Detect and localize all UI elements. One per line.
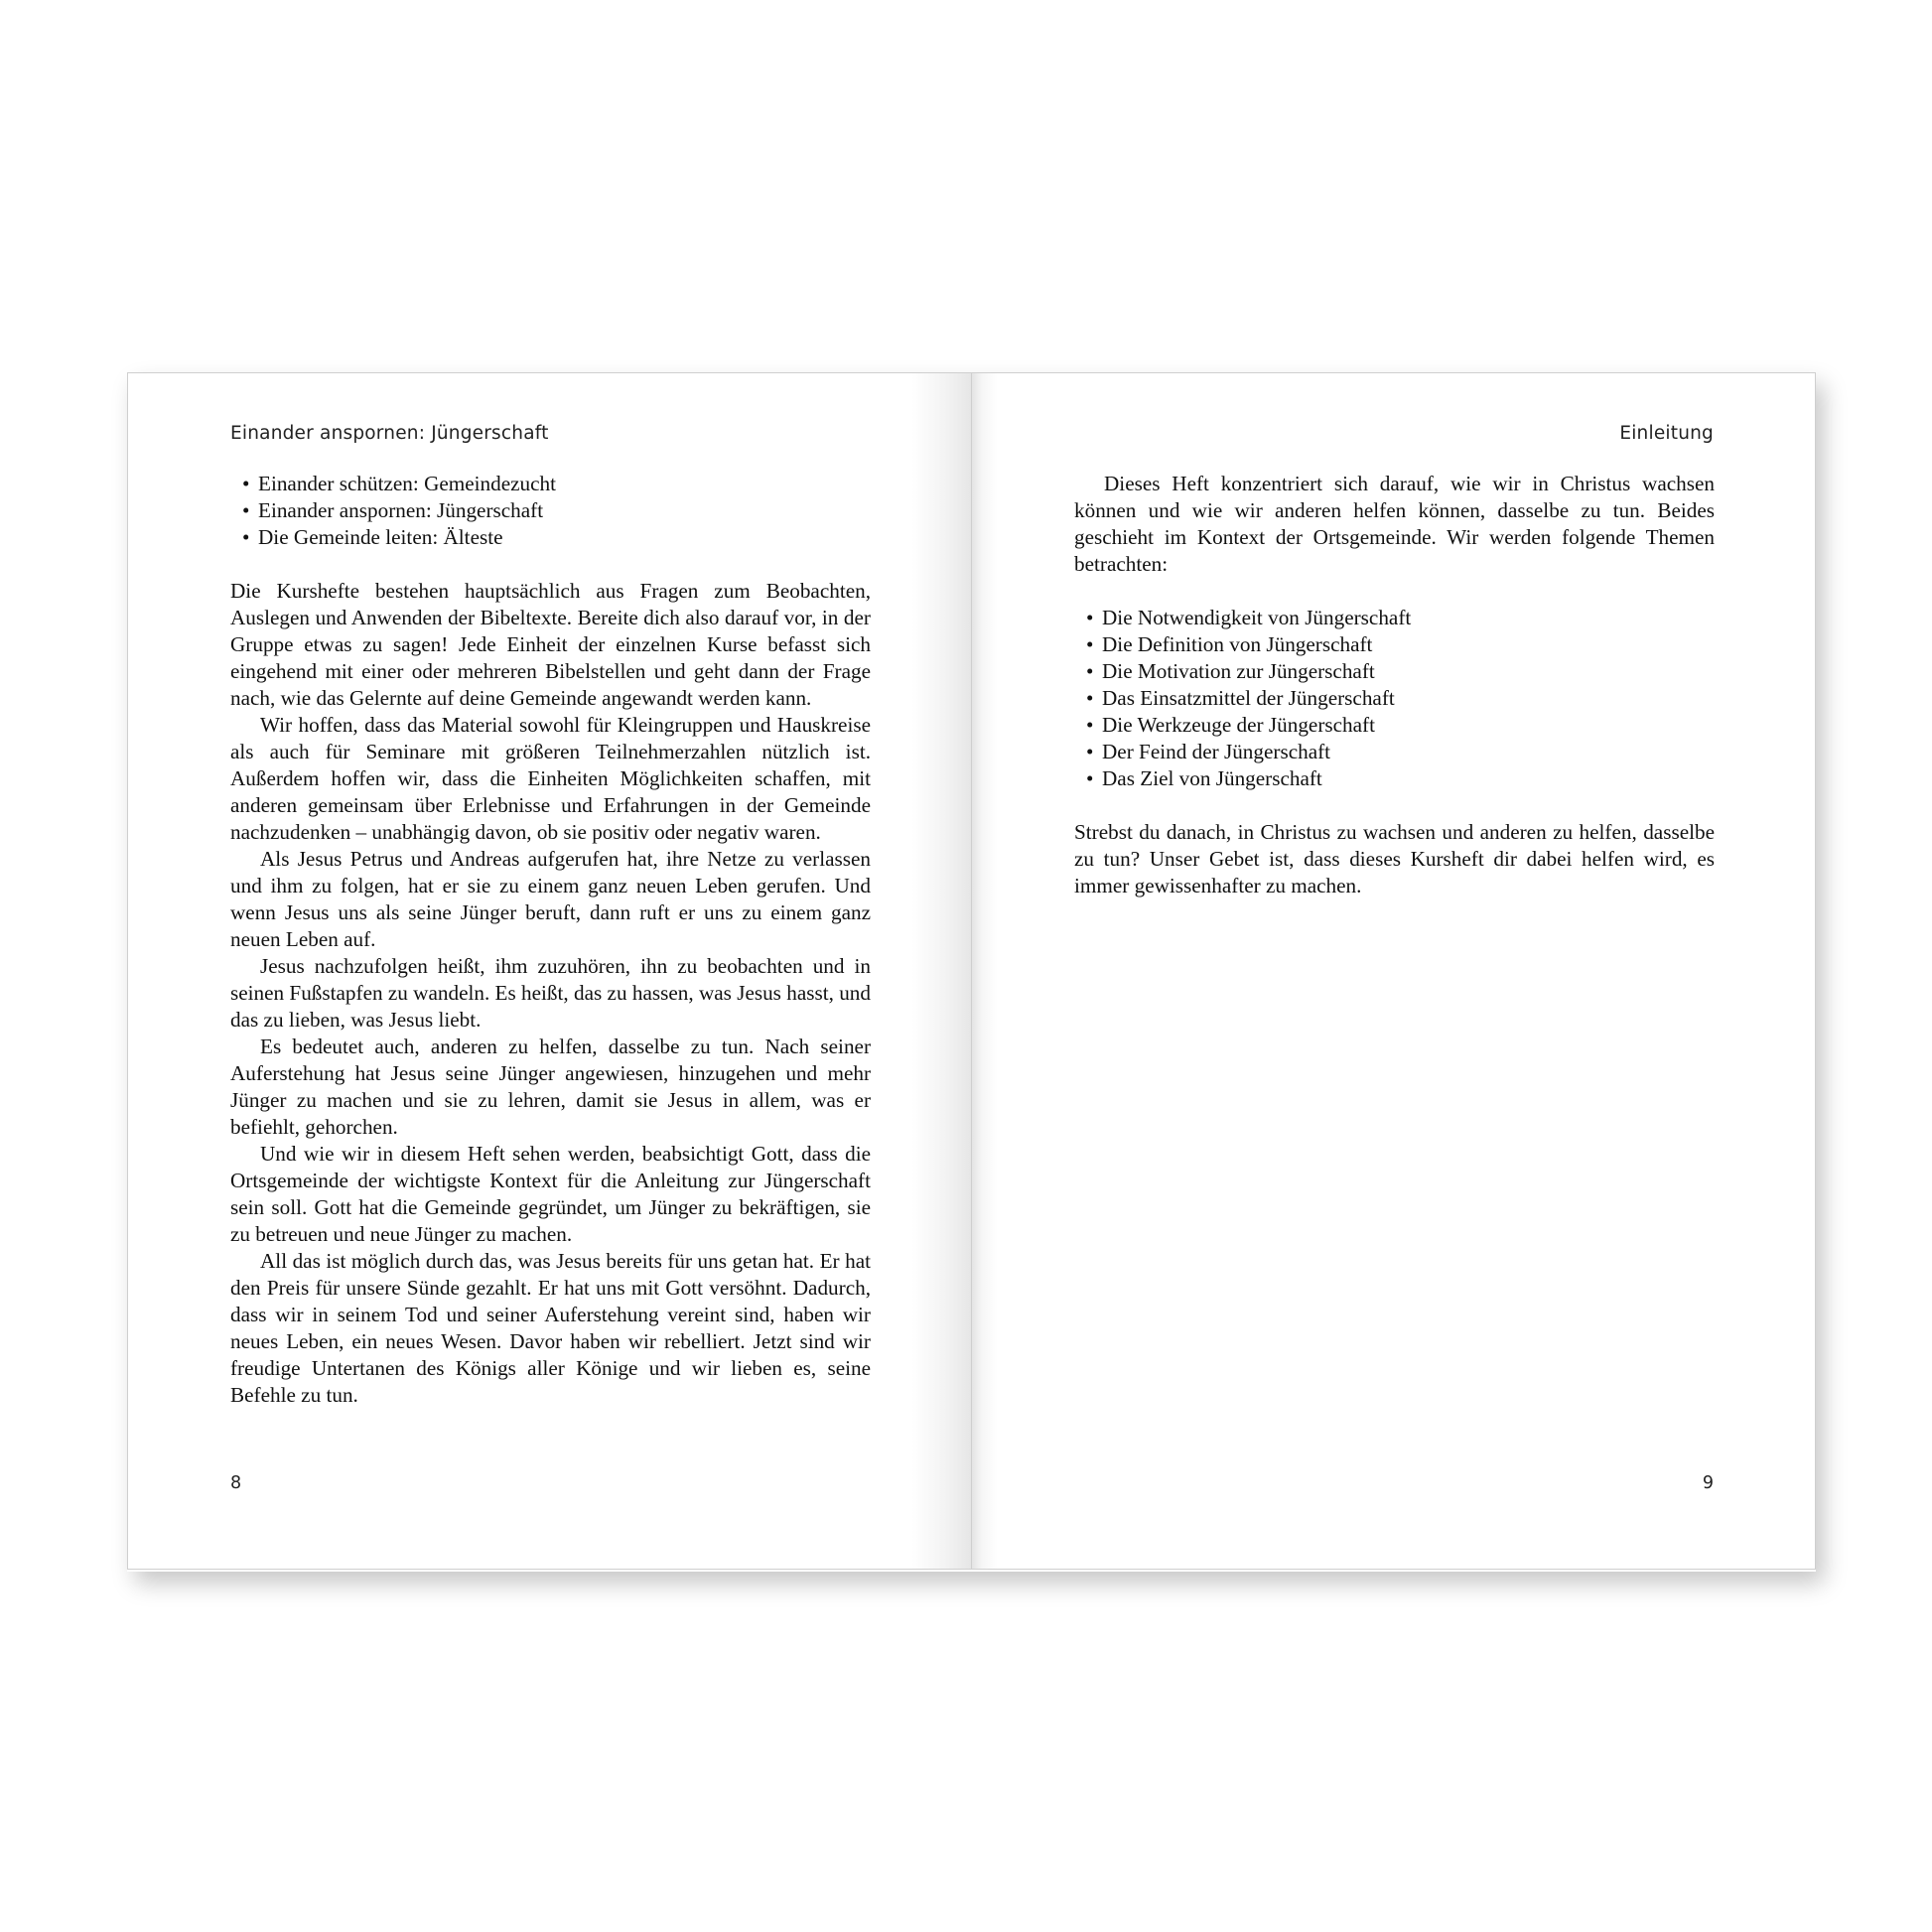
- running-head: Einleitung: [1619, 423, 1714, 444]
- paragraph: Die Kurshefte bestehen hauptsächlich aus Fragen zum Beobachten, Auslegen und Anwenden der Bibeltexte. Bereite dich also darauf vor, in der Gruppe etwas zu sagen! Jede Einheit der einzelnen Kurse befasst sich eingehend mit einer oder mehreren Bibelstellen und geht dann der Frage nach, wie das Gelernte auf deine Gemeinde angewandt werden kann.: [230, 579, 871, 710]
- list-item: • Die Gemeinde leiten: Älteste: [242, 525, 503, 549]
- list-item: • Einander schützen: Gemeindezucht: [242, 472, 557, 495]
- list-item: • Das Einsatzmittel der Jüngerschaft: [1086, 686, 1395, 710]
- running-head: Einander anspornen: Jüngerschaft: [230, 423, 549, 444]
- bullet-icon: •: [1086, 606, 1094, 629]
- right-body-text: [1074, 471, 1715, 899]
- page-number: 9: [1702, 1473, 1714, 1493]
- bullet-icon: •: [1086, 740, 1094, 763]
- paragraph: All das ist möglich durch das, was Jesus bereits für uns getan hat. Er hat den Preis für unsere Sünde gezahlt. Er hat uns mit Gott versöhnt. Dadurch, dass wir in seinem Tod und seiner Auferstehung vereint sind, haben wir neues Leben, ein neues Wesen. Davor haben wir rebelliert. Jetzt sind wir freudige Untertanen des Königs aller Könige und wir lieben es, seine Befehle zu tun.: [230, 1249, 871, 1407]
- list-item: • Die Motivation zur Jüngerschaft: [1086, 659, 1375, 683]
- bullet-icon: •: [242, 498, 250, 522]
- paragraph: Jesus nachzufolgen heißt, ihm zuzuhören, ihn zu beobachten und in seinen Fußstapfen zu wandeln. Es heißt, das zu hassen, was Jesus hasst, und das zu lieben, was Jesus liebt.: [230, 954, 871, 1032]
- intro-paragraph: Dieses Heft konzentriert sich darauf, wie wir in Christus wachsen können und wie wir anderen helfen können, dasselbe zu tun. Beides geschieht im Kontext der Ortsgemeinde. Wir werden folgende Themen betrachten:: [1074, 472, 1715, 576]
- closing-paragraph: Strebst du danach, in Christus zu wachsen und anderen zu helfen, dasselbe zu tun? Unser Gebet ist, dass dieses Kursheft dir dabei helfen wird, es immer gewissenhafter zu machen.: [1074, 820, 1715, 897]
- bullet-icon: •: [1086, 632, 1094, 656]
- list-item: • Einander anspornen: Jüngerschaft: [242, 498, 544, 522]
- paragraph: Als Jesus Petrus und Andreas aufgerufen hat, ihre Netze zu verlassen und ihm zu folgen, hat er sie zu einem ganz neuen Leben gerufen. Und wenn Jesus uns als seine Jünger beruft, dann ruft er uns zu einem ganz neuen Leben auf.: [230, 847, 871, 951]
- list-item: • Das Ziel von Jüngerschaft: [1086, 766, 1322, 790]
- right-page: [971, 372, 1816, 1570]
- bullet-icon: •: [242, 472, 250, 495]
- paragraph: Wir hoffen, dass das Material sowohl für Kleingruppen und Hauskreise als auch für Seminare mit größeren Teilnehmerzahlen nützlich ist. Außerdem hoffen wir, dass die Einheiten Möglichkeiten schaffen, mit anderen gemeinsam über Erlebnisse und Erfahrungen in der Gemeinde nachzudenken – unabhängig davon, ob sie positiv oder negativ waren.: [230, 713, 871, 844]
- bullet-list: [230, 471, 871, 551]
- paragraph: Und wie wir in diesem Heft sehen werden, beabsichtigt Gott, dass die Ortsgemeinde der wichtigste Kontext für die Anleitung zur Jüngerschaft sein soll. Gott hat die Gemeinde gegründet, um Jünger zu bekräftigen, sie zu betreuen und neue Jünger zu machen.: [230, 1142, 871, 1246]
- list-item: • Der Feind der Jüngerschaft: [1086, 740, 1331, 763]
- list-item: • Die Notwendigkeit von Jüngerschaft: [1086, 606, 1412, 629]
- paragraph: Es bedeutet auch, anderen zu helfen, dasselbe zu tun. Nach seiner Auferstehung hat Jesus seine Jünger angewiesen, hinzugehen und mehr Jünger zu machen und sie zu lehren, damit sie Jesus in allem, was er befiehlt, gehorchen.: [230, 1035, 871, 1139]
- list-item: • Die Werkzeuge der Jüngerschaft: [1086, 713, 1375, 737]
- page-number: 8: [230, 1473, 242, 1493]
- left-page: [127, 372, 972, 1570]
- list-item: • Die Definition von Jüngerschaft: [1086, 632, 1373, 656]
- book-spread: [127, 372, 1816, 1572]
- topic-list: [1074, 605, 1715, 792]
- bullet-icon: •: [1086, 766, 1094, 790]
- bullet-icon: •: [242, 525, 250, 549]
- left-body-text: [230, 471, 871, 1409]
- bullet-icon: •: [1086, 659, 1094, 683]
- bullet-icon: •: [1086, 713, 1094, 737]
- bullet-icon: •: [1086, 686, 1094, 710]
